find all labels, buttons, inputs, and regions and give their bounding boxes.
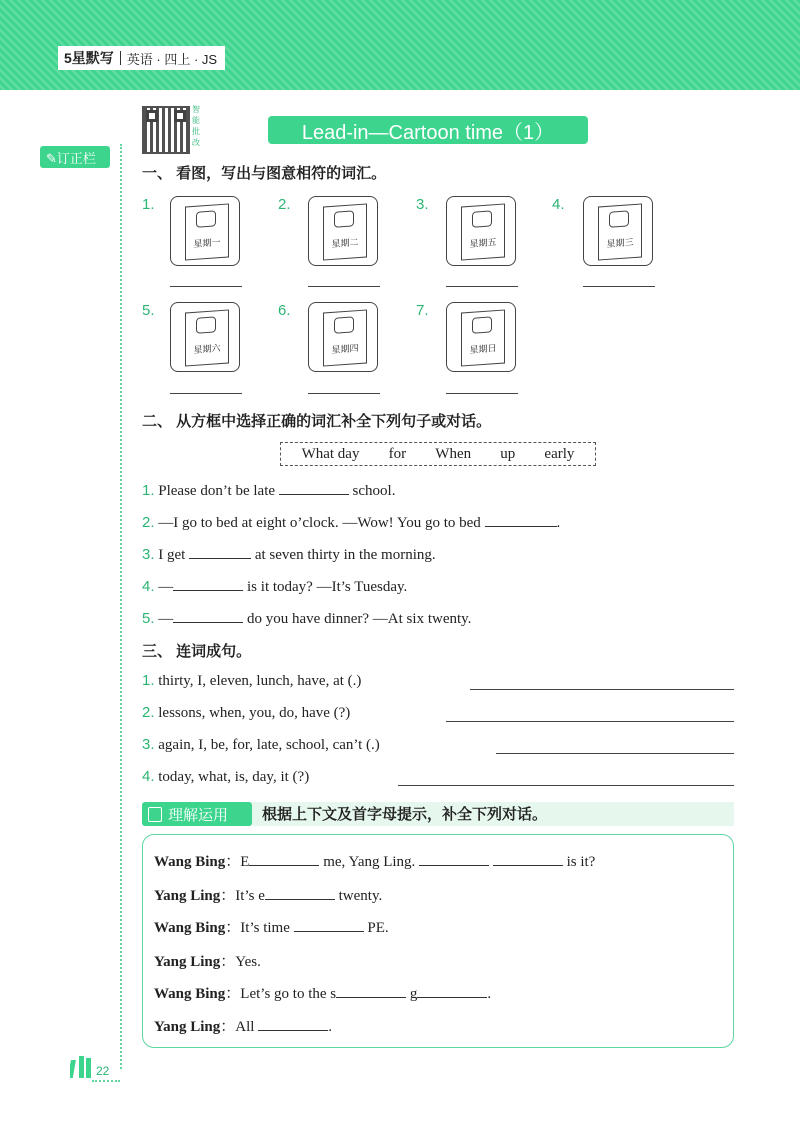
dialog-text: . xyxy=(487,986,492,1002)
speaker-name: Yang Ling xyxy=(154,1019,221,1035)
application-label xyxy=(142,802,252,826)
answer-line[interactable] xyxy=(446,286,518,287)
calendar-image xyxy=(308,302,378,372)
dialog-text: All xyxy=(235,1019,255,1035)
question-row xyxy=(142,544,436,564)
question-text: do you have dinner? —At six twenty. xyxy=(247,611,472,627)
word-bank xyxy=(280,442,596,466)
question-row xyxy=(142,704,350,722)
question-text: Please don’t be late xyxy=(158,483,276,499)
brand-tag xyxy=(58,46,225,70)
page-number: 22 xyxy=(96,1064,110,1078)
item-number: 4. xyxy=(552,196,565,213)
dialog-line: Yang Ling：All . xyxy=(154,1015,332,1036)
calendar-day: 星期一 xyxy=(193,238,221,250)
section2-title: 二、 从方框中选择正确的词汇补全下列句子或对话。 xyxy=(142,413,492,430)
answer-line[interactable] xyxy=(170,393,242,394)
answer-line[interactable] xyxy=(398,785,734,786)
question-row xyxy=(142,608,471,628)
question-number: 4. xyxy=(142,768,155,785)
application-label-text: 理解运用 xyxy=(168,806,229,824)
answer-line[interactable] xyxy=(496,753,734,754)
speaker-name: Wang Bing xyxy=(154,920,226,936)
section1-title: 一、 看图，写出与图意相符的词汇。 xyxy=(142,165,387,182)
margin-dotted-divider xyxy=(120,144,122,1069)
calendar-day: 星期四 xyxy=(331,344,359,356)
dialog-text: Yes. xyxy=(235,954,261,970)
correction-column-label: ✎订正栏 xyxy=(40,146,110,168)
question-text: I get xyxy=(158,547,186,563)
calendar-day: 星期五 xyxy=(469,238,497,250)
question-row xyxy=(142,576,407,596)
notebook-icon xyxy=(148,807,162,822)
question-number: 3. xyxy=(142,546,155,563)
question-text: school. xyxy=(352,483,396,499)
dialog-text: . xyxy=(328,1019,332,1035)
books-icon xyxy=(70,1054,92,1080)
answer-line[interactable] xyxy=(446,721,734,722)
speaker-name: Wang Bing xyxy=(154,854,226,870)
dialog-line: Wang Bing：Let’s go to the s g . xyxy=(154,982,491,1003)
answer-line[interactable] xyxy=(470,689,734,690)
page-header xyxy=(0,0,800,90)
calendar-image xyxy=(170,302,240,372)
question-row xyxy=(142,768,309,786)
section3-title: 三、 连词成句。 xyxy=(142,643,252,660)
calendar-image xyxy=(308,196,378,266)
question-text: today, what, is, day, it (?) xyxy=(158,769,310,785)
question-text: — xyxy=(158,611,174,627)
dialog-line: Wang Bing：It’s time PE. xyxy=(154,916,389,937)
word-bank-item: up xyxy=(500,445,516,462)
word-bank-item: When xyxy=(435,445,472,462)
word-bank-item: early xyxy=(544,445,575,462)
page-dots xyxy=(92,1080,120,1082)
question-number: 3. xyxy=(142,736,155,753)
dialog-text: PE. xyxy=(367,920,389,936)
calendar-day: 星期日 xyxy=(469,344,497,356)
question-row xyxy=(142,736,380,754)
dialog-text: It’s time xyxy=(240,920,290,936)
speaker-name: Yang Ling xyxy=(154,954,221,970)
answer-blank[interactable] xyxy=(485,512,557,527)
item-number: 2. xyxy=(278,196,291,213)
calendar-image xyxy=(170,196,240,266)
question-number: 1. xyxy=(142,482,155,499)
dialog-text: It’s e xyxy=(235,888,265,904)
dialog-line: Yang Ling：It’s e twenty. xyxy=(154,884,382,905)
qr-code-icon[interactable] xyxy=(142,106,190,154)
answer-blank[interactable] xyxy=(189,544,251,559)
question-text: . xyxy=(556,515,561,531)
dialog-line: Yang Ling：Yes. xyxy=(154,954,261,970)
question-number: 1. xyxy=(142,672,155,689)
brand-divider xyxy=(120,51,121,65)
calendar-image xyxy=(446,196,516,266)
calendar-day: 星期二 xyxy=(331,238,359,250)
question-text: — xyxy=(158,579,174,595)
qr-side-label: 智能批改 xyxy=(192,105,200,147)
answer-blank[interactable] xyxy=(279,480,349,495)
question-number: 5. xyxy=(142,610,155,627)
question-text: at seven thirty in the morning. xyxy=(254,547,436,563)
dialog-text: is it? xyxy=(566,854,596,870)
question-text: —I go to bed at eight o’clock. —Wow! You go to bed xyxy=(158,515,481,531)
item-number: 7. xyxy=(416,302,429,319)
speaker-name: Wang Bing xyxy=(154,986,226,1002)
speaker-name: Yang Ling xyxy=(154,888,221,904)
brand-info: 英语 · 四上 · JS xyxy=(126,51,218,67)
answer-blank[interactable] xyxy=(419,851,489,866)
question-row xyxy=(142,672,361,690)
answer-line[interactable] xyxy=(446,393,518,394)
answer-line[interactable] xyxy=(308,286,380,287)
calendar-day: 星期六 xyxy=(193,344,221,356)
answer-blank[interactable] xyxy=(249,851,319,866)
question-text: is it today? —It’s Tuesday. xyxy=(247,579,408,595)
answer-blank[interactable] xyxy=(294,917,364,932)
question-number: 2. xyxy=(142,704,155,721)
question-number: 2. xyxy=(142,514,155,531)
answer-blank[interactable] xyxy=(173,608,243,623)
dialog-text: g xyxy=(409,986,418,1002)
question-number: 4. xyxy=(142,578,155,595)
answer-line[interactable] xyxy=(308,393,380,394)
answer-blank[interactable] xyxy=(265,885,335,900)
dialog-line: Wang Bing：E me, Yang Ling. is it? xyxy=(154,850,595,871)
item-number: 1. xyxy=(142,196,155,213)
question-row xyxy=(142,512,560,532)
application-instruction: 根据上下文及首字母提示，补全下列对话。 xyxy=(262,806,548,823)
answer-line[interactable] xyxy=(583,286,655,287)
question-row xyxy=(142,480,395,500)
dialog-text: twenty. xyxy=(338,888,383,904)
answer-blank[interactable] xyxy=(173,576,243,591)
word-bank-item: What day xyxy=(301,445,360,462)
item-number: 3. xyxy=(416,196,429,213)
question-text: again, I, be, for, late, school, can’t (.) xyxy=(158,737,380,753)
question-text: thirty, I, eleven, lunch, have, at (.) xyxy=(158,673,362,689)
dialog-text: me, Yang Ling. xyxy=(323,854,416,870)
item-number: 5. xyxy=(142,302,155,319)
answer-blank[interactable] xyxy=(493,851,563,866)
answer-line[interactable] xyxy=(170,286,242,287)
calendar-image xyxy=(446,302,516,372)
dialog-text: E xyxy=(240,854,250,870)
calendar-day: 星期三 xyxy=(606,238,634,250)
question-text: lessons, when, you, do, have (?) xyxy=(158,705,351,721)
item-number: 6. xyxy=(278,302,291,319)
answer-blank[interactable] xyxy=(336,983,406,998)
brand-title: 5星默写 xyxy=(64,50,114,66)
dialog-text: Let’s go to the s xyxy=(240,986,337,1002)
answer-blank[interactable] xyxy=(258,1016,328,1031)
lesson-title: Lead-in—Cartoon time（1） xyxy=(268,116,588,144)
calendar-image xyxy=(583,196,653,266)
word-bank-item: for xyxy=(388,445,407,462)
answer-blank[interactable] xyxy=(417,983,487,998)
